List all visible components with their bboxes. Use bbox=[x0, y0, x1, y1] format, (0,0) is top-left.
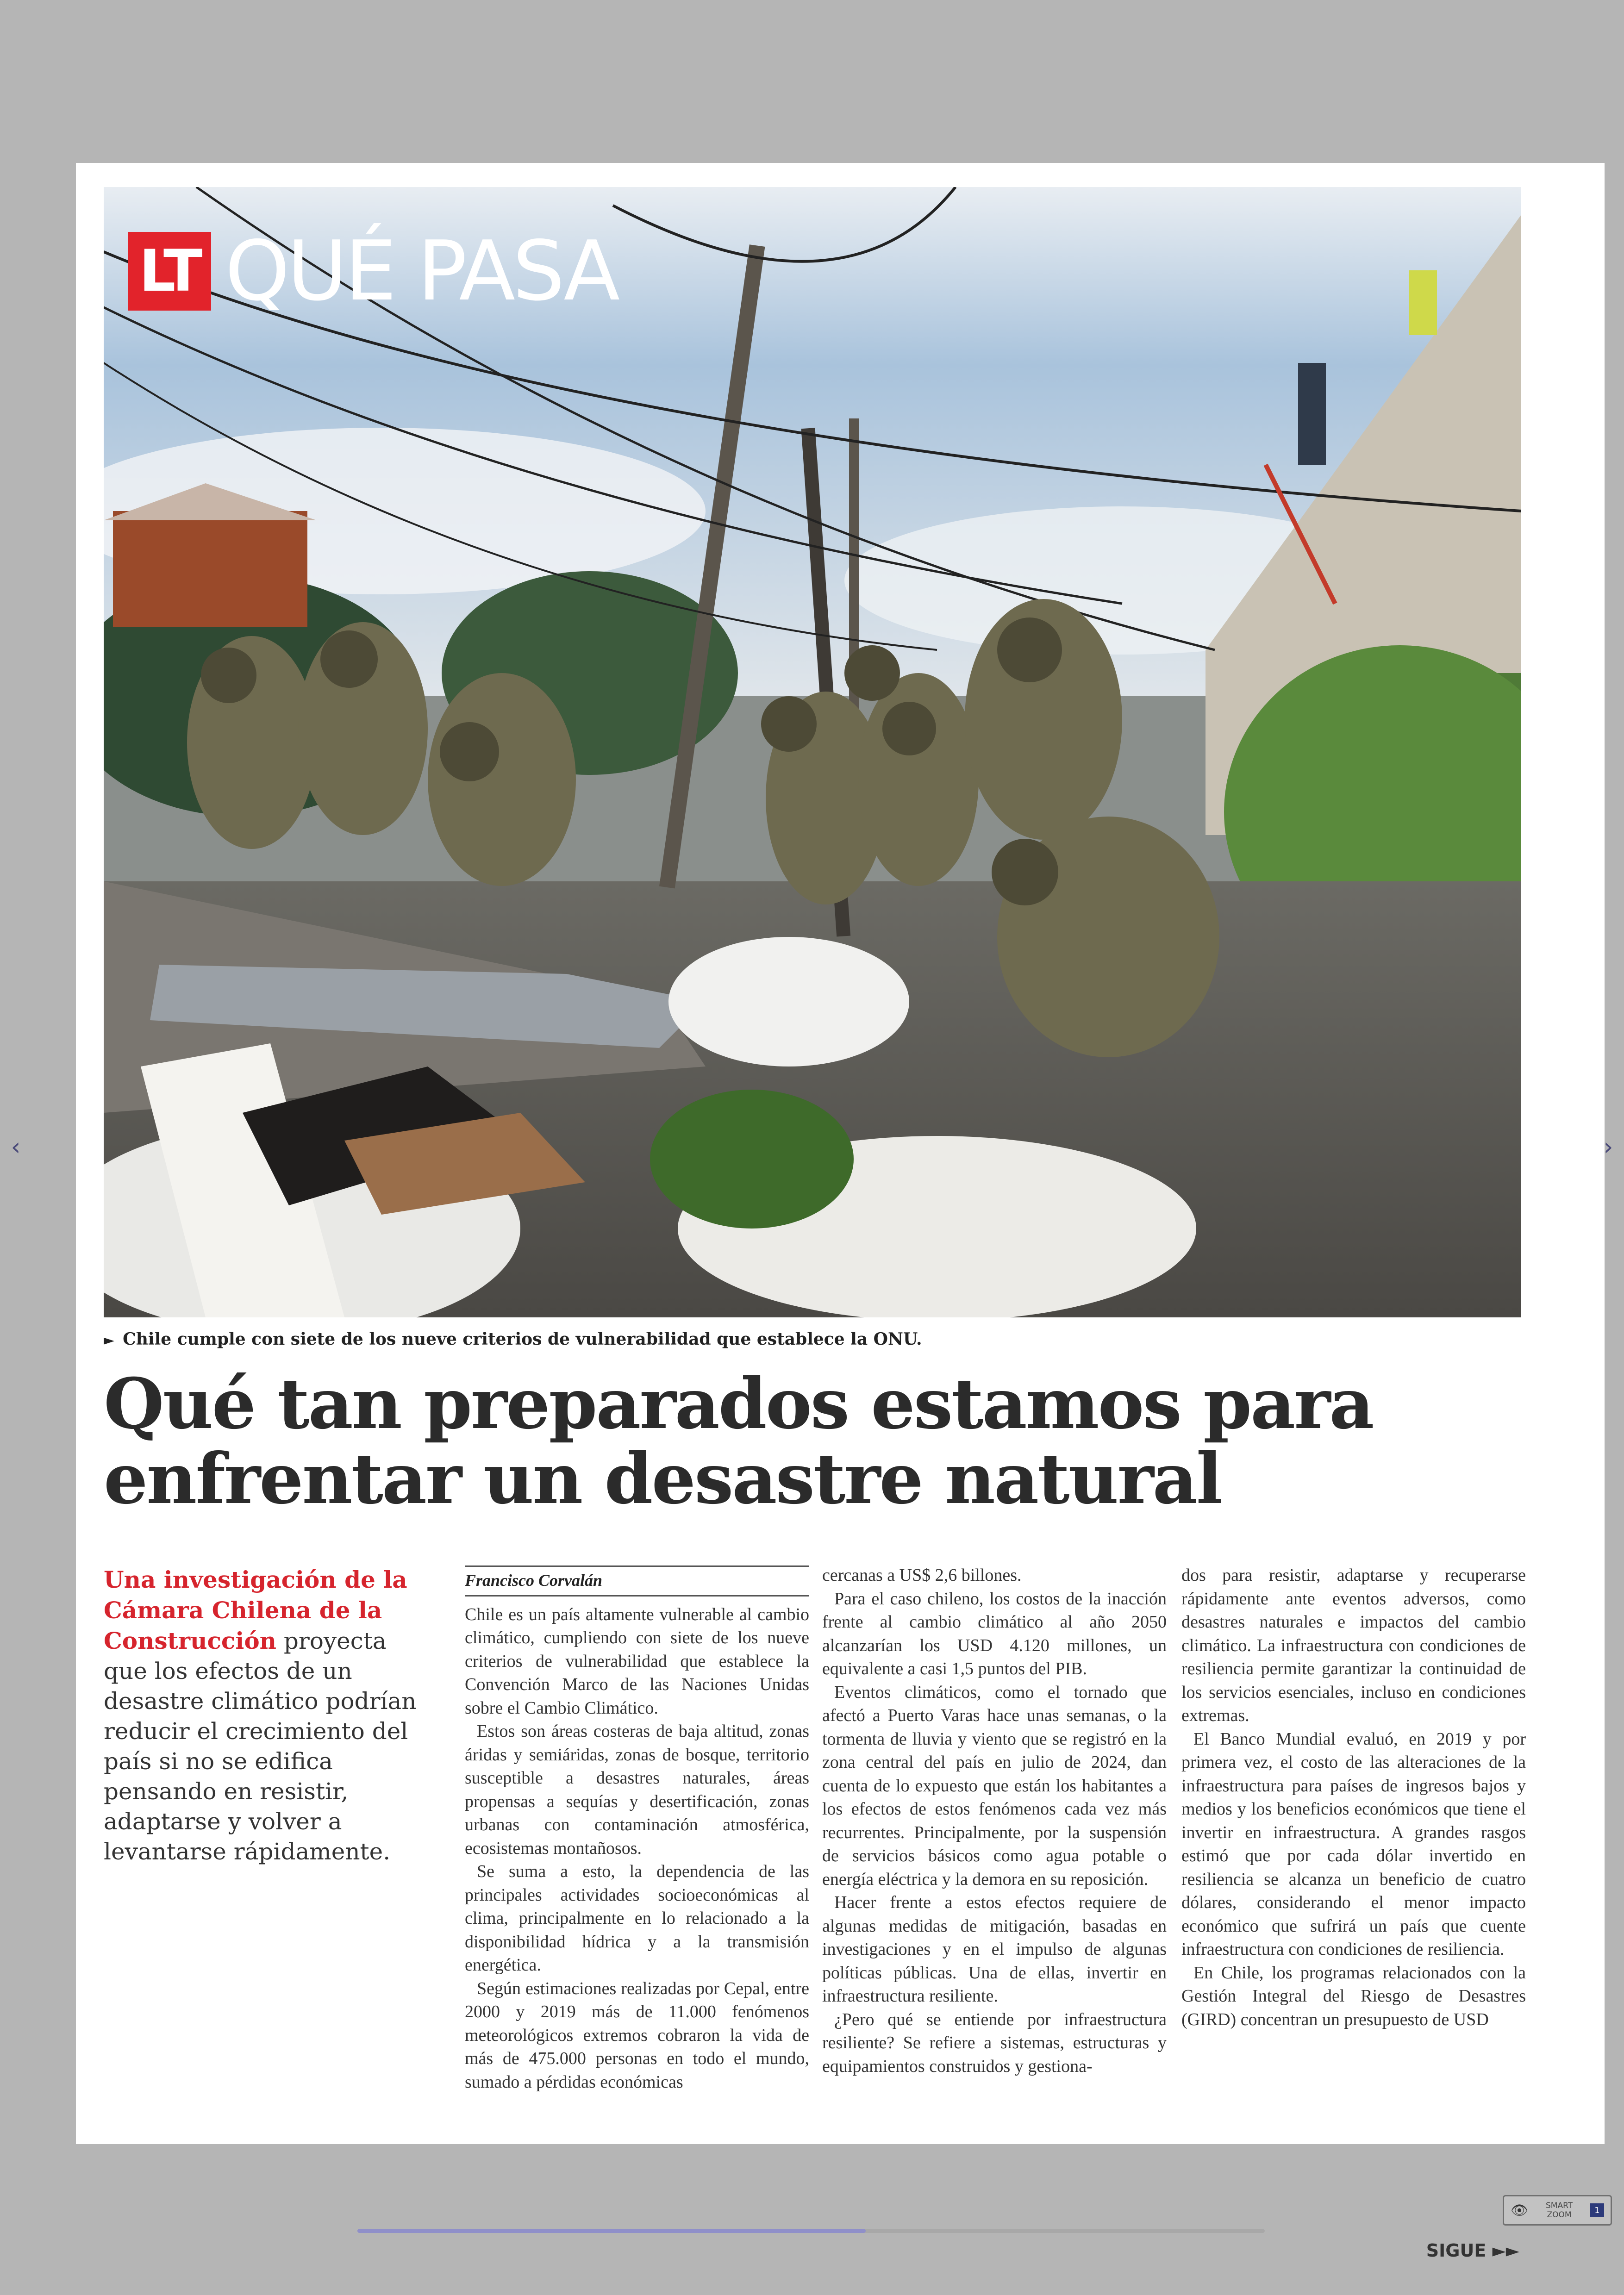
paragraph: Eventos climáticos, como el tornado que afectó a Puerto Varas hace unas semanas, o la tormenta de lluvia y viento que se registró en la zona central del país en julio de 2024, dan cuenta de lo expuesto que están los habitantes a los efectos de estos fenómenos cada vez más recurrentes. Principalmente, por la suspensión de servicios básicos como agua potable o energía eléctrica y la demora en su reposición. bbox=[822, 1682, 1167, 1889]
lead-text: proyecta que los efectos de un desastre climático podrían reducir el crecimiento del país si no se edifica pensando en resistir, adaptarse y volver a levantarse rápidamente. bbox=[104, 1628, 417, 1865]
paragraph: En Chile, los programas relacionados con la Gestión Integral del Riesgo de Desastres (GIRD) concentran un presupuesto de USD bbox=[1181, 1963, 1526, 2029]
page-progress-fill bbox=[357, 2229, 866, 2233]
paragraph: ¿Pero qué se entiende por infraestructura resiliente? Se refiere a sistemas, estructuras y equipamientos construidos y gestiona- bbox=[822, 2009, 1167, 2076]
next-page-button[interactable]: › bbox=[1603, 1133, 1613, 1161]
paragraph: Según estimaciones realizadas por Cepal, entre 2000 y 2019 más de 11.000 fenómenos meteorológicos extremos cobraron la vida de más de 475.000 personas en todo el mundo, sumado a pérdidas económicas bbox=[465, 1978, 809, 2092]
paragraph: El Banco Mundial evaluó, en 2019 y por primera vez, el costo de las alteraciones de la infraestructura para países de ingresos bajos y medios y los beneficios económicos que tiene el invertir en infraestructura. A grandes rasgos estimó que por cada dólar invertido en resiliencia se alcanza un beneficio de cuatro dólares, considerando el menor impacto económico que sufrirá un país que cuente infraestructura con condiciones de resiliencia. bbox=[1181, 1729, 1526, 1959]
lead-paragraph bbox=[104, 1565, 418, 1867]
paragraph: Para el caso chileno, los costos de la inacción frente al cambio climático al año 2050 alcanzarían los USD 4.120 millones, un equivalente a casi 1,5 puntos del PIB. bbox=[822, 1589, 1167, 1678]
brand-badge: LT bbox=[128, 232, 211, 311]
brand-title: QUÉ PASA bbox=[225, 223, 618, 319]
article-photo bbox=[104, 187, 1521, 1317]
continue-marker: SIGUE ►► bbox=[1426, 2240, 1519, 2261]
smart-zoom-badge: 1 bbox=[1590, 2203, 1604, 2217]
article-column-2 bbox=[822, 1564, 1167, 2078]
byline: Francisco Corvalán bbox=[465, 1565, 809, 1597]
caption-marker-icon: ► bbox=[104, 1332, 115, 1348]
article-column-3 bbox=[1181, 1564, 1526, 2031]
lead-highlight: Una investigación de la Cámara Chilena de la Construcción bbox=[104, 1566, 407, 1654]
smart-zoom-button[interactable] bbox=[1503, 2195, 1612, 2226]
paragraph: Estos son áreas costeras de baja altitud, zonas áridas y semiáridas, zonas de bosque, territorio susceptible a desastres naturales, áreas propensas a sequías y desertificación, zonas urbanas con contaminación atmosférica, ecosistemas montañosos. bbox=[465, 1721, 809, 1858]
brand-logo bbox=[128, 223, 618, 319]
paragraph-continued: cercanas a US$ 2,6 billones. bbox=[822, 1565, 1022, 1585]
smart-zoom-line-1: SMART bbox=[1546, 2201, 1573, 2210]
paragraph: Hacer frente a estos efectos requiere de algunas medidas de mitigación, basadas en investigaciones y en el impulso de algunas políticas públicas. Una de ellas, invertir en infraestructura resiliente. bbox=[822, 1893, 1167, 2006]
headline-line-2: enfrentar un desastre natural bbox=[104, 1438, 1221, 1520]
article-column-1 bbox=[465, 1565, 809, 2094]
smart-zoom-line-2: ZOOM bbox=[1547, 2210, 1572, 2220]
smart-zoom-label bbox=[1538, 2201, 1580, 2220]
headline bbox=[104, 1363, 1539, 1520]
prev-page-button[interactable]: ‹ bbox=[11, 1133, 21, 1161]
paragraph: Se suma a esto, la dependencia de las principales actividades socioeconómicas al clima, principalmente en lo relacionado a la disponibilidad hídrica y a la transmisión energética. bbox=[465, 1862, 809, 1975]
eye-icon: 👁 bbox=[1511, 2202, 1529, 2219]
paragraph: Chile es un país altamente vulnerable al cambio climático, cumpliendo con siete de los nueve criterios de vulnerabilidad que establece la Convención Marco de las Naciones Unidas sobre el Cambio Climático. bbox=[465, 1604, 809, 1718]
caption-text: Chile cumple con siete de los nueve criterios de vulnerabilidad que establece la ONU. bbox=[123, 1329, 922, 1349]
headline-line-1: Qué tan preparados estamos para bbox=[104, 1363, 1373, 1445]
paragraph-continued: dos para resistir, adaptarse y recuperarse rápidamente ante eventos adversos, como desastres naturales e impactos del cambio climático. La infraestructura con condiciones de resiliencia permite garantizar la continuidad de los servicios esenciales, incluso en condiciones extremas. bbox=[1181, 1565, 1526, 1725]
photo-caption bbox=[104, 1329, 1521, 1349]
page-progress-bar[interactable] bbox=[357, 2229, 1265, 2233]
